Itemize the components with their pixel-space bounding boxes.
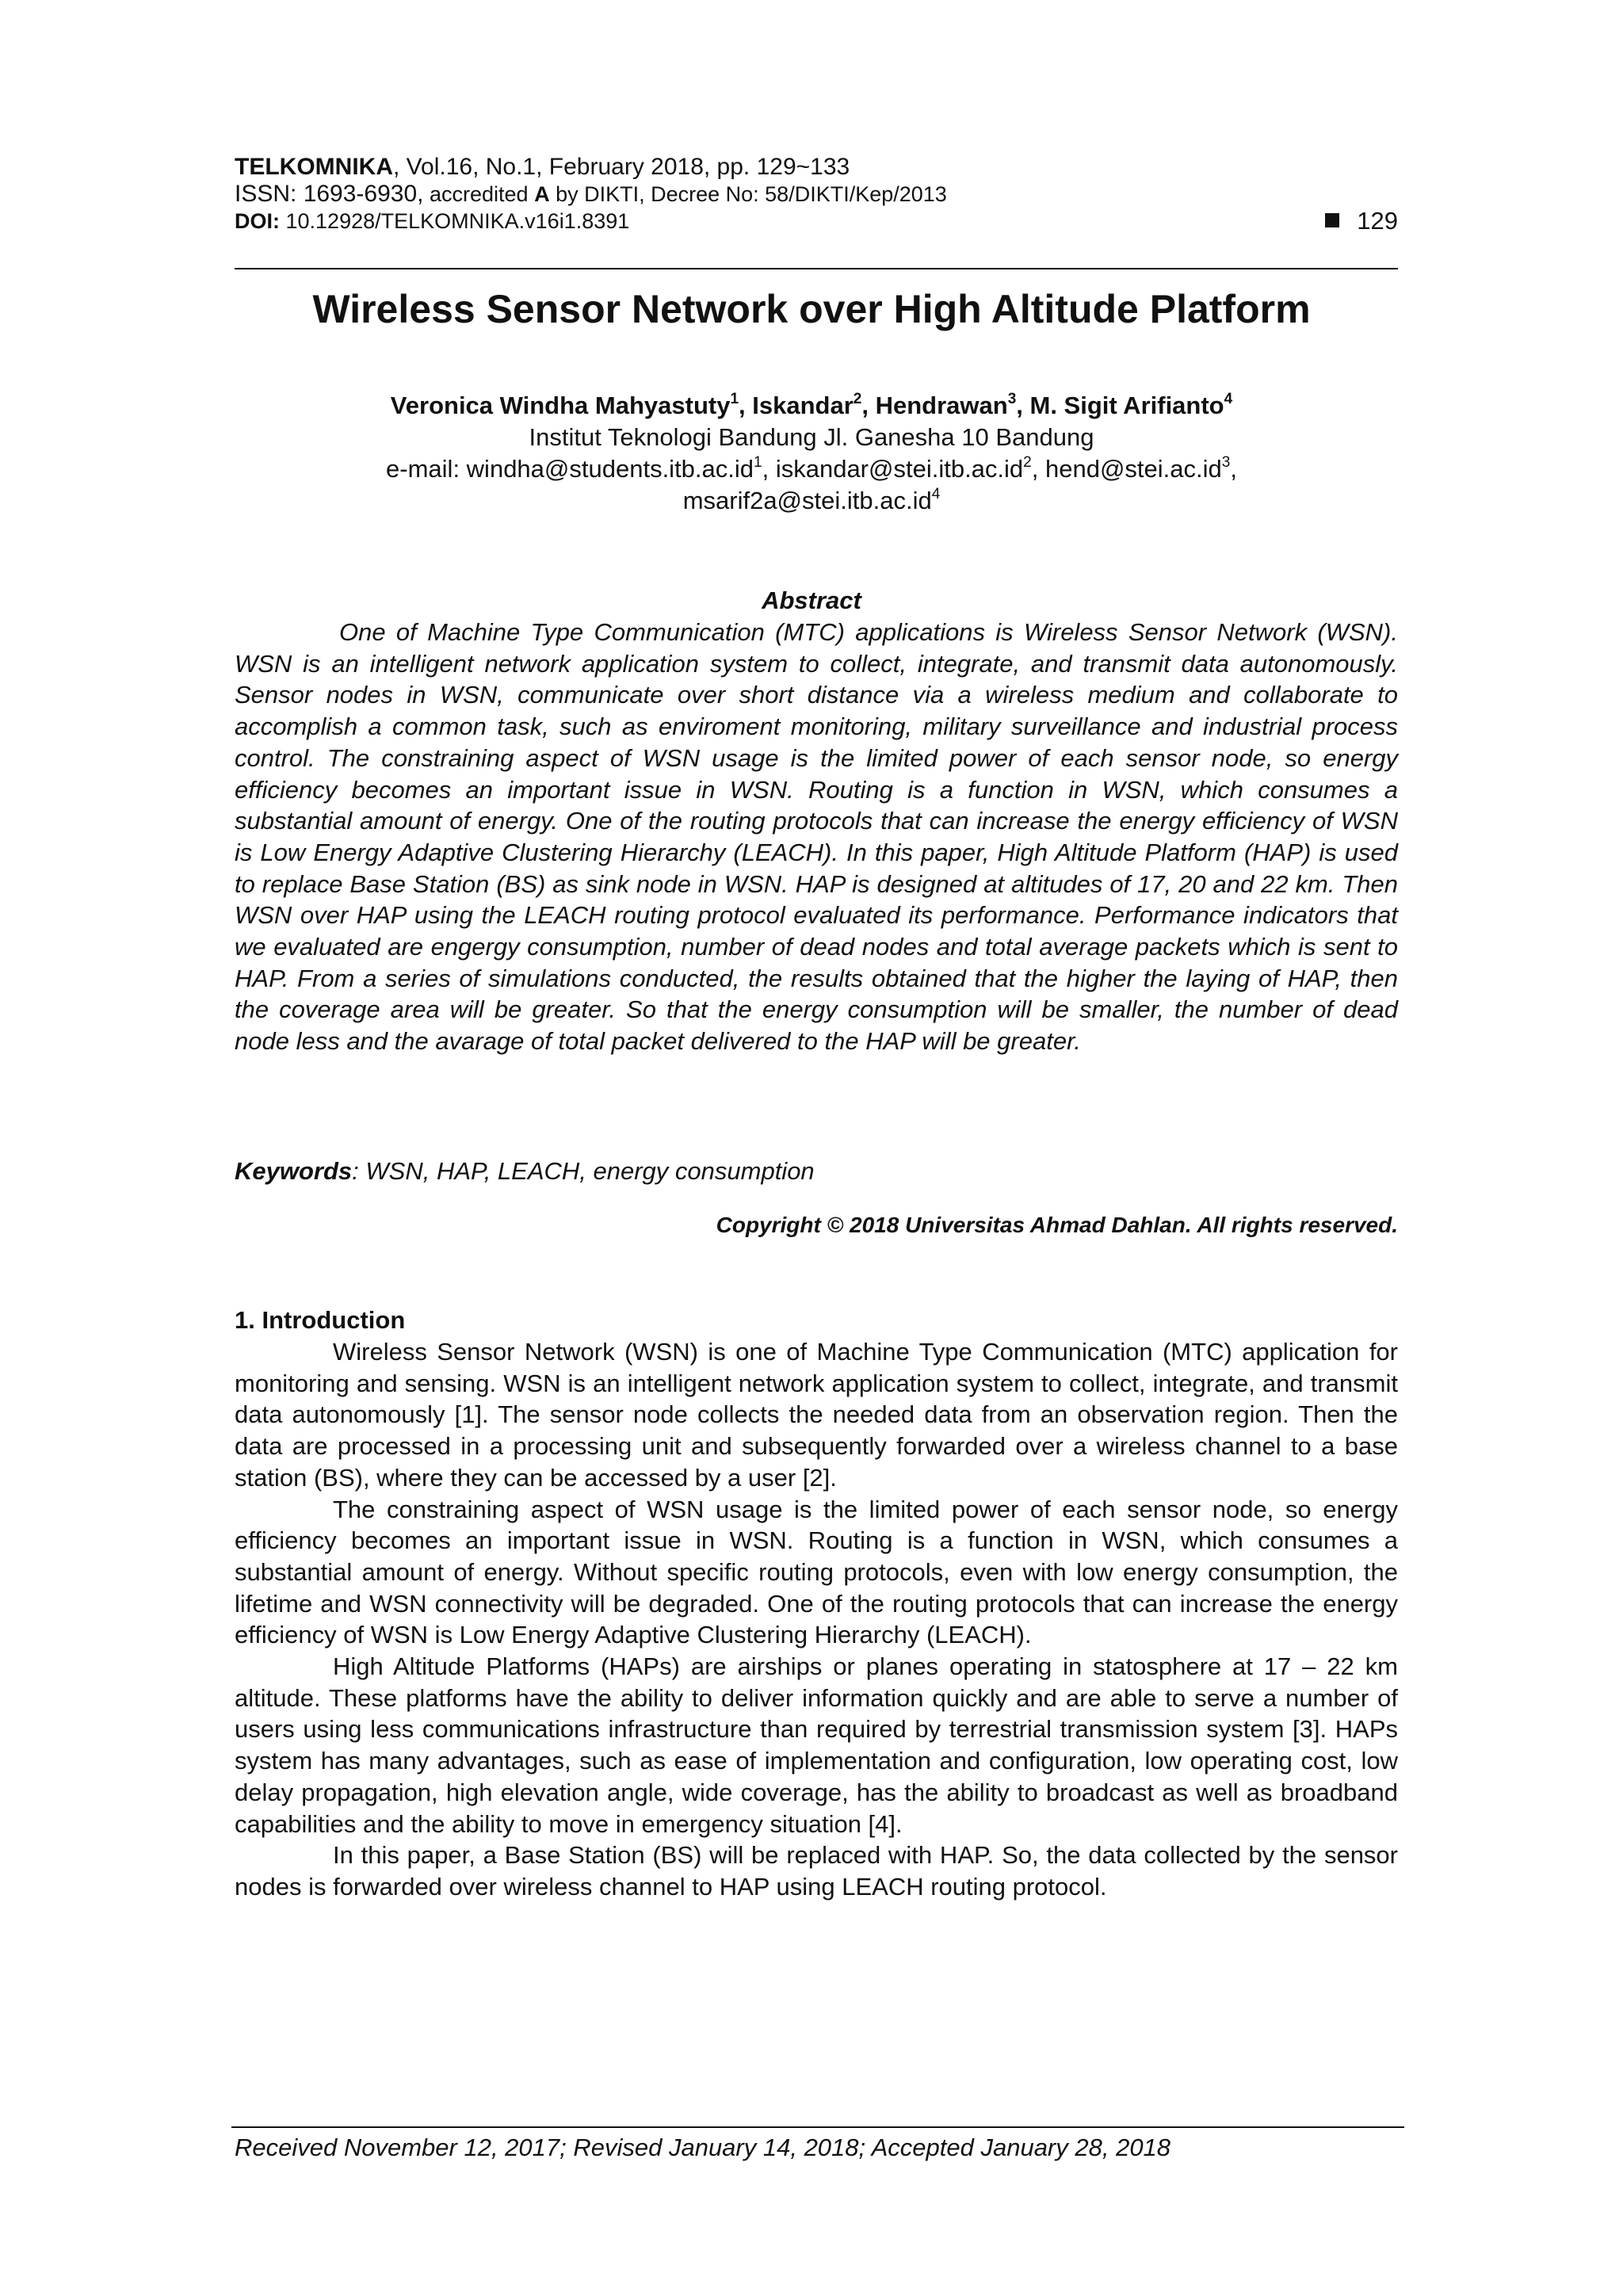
- doi-line: [235, 208, 1398, 235]
- accredited-pre: accredited: [423, 182, 535, 206]
- paper-title: Wireless Sensor Network over High Altitude Platform: [312, 287, 1311, 331]
- author-2: , Iskandar: [739, 392, 854, 419]
- author-3-sup: 3: [1007, 391, 1017, 407]
- square-bullet-icon: [1325, 213, 1339, 227]
- page-number-box: [1325, 208, 1398, 235]
- intro-paragraph: In this paper, a Base Station (BS) will be replaced with HAP. So, the data collected by the sensor nodes is forwarded over wireless channel to HAP using LEACH routing protocol.: [235, 1841, 1398, 1901]
- author-4: , M. Sigit Arifianto: [1016, 392, 1224, 419]
- intro-paragraph: High Altitude Platforms (HAPs) are airships or planes operating in statosphere at 17 – 22 km altitude. These platforms have the ability to deliver information quickly and are able to serve a number of users using less communications infrastructure than required by terrestrial transmission system [3]. HAPs system has many advantages, such as ease of implementation and configuration, low operating cost, low delay propagation, high elevation angle, wide coverage, has the ability to broadcast as well as broadband capabilities and the ability to move in emergency situation [4].: [235, 1652, 1398, 1838]
- email-3-sup: 3: [1221, 454, 1231, 471]
- email-1-sup: 1: [754, 454, 762, 471]
- volume-info: , Vol.16, No.1, February 2018, pp. 129~133: [392, 154, 850, 180]
- email-2: , iskandar@stei.itb.ac.id: [762, 455, 1024, 483]
- author-3: , Hendrawan: [861, 392, 1008, 419]
- affiliation: Institut Teknologi Bandung Jl. Ganesha 10 Bandung: [529, 423, 1094, 451]
- email-3: , hend@stei.ac.id: [1031, 455, 1222, 483]
- author-4-sup: 4: [1224, 391, 1233, 407]
- intro-paragraph: Wireless Sensor Network (WSN) is one of Machine Type Communication (MTC) application for monitoring and sensing. WSN is an intelligent network application system to collect, integrate, and transmit data autonomously [1]. The sensor node collects the needed data from an observation region. Then the data are processed in a processing unit and subsequently forwarded over a wireless channel to a base station (BS), where they can be accessed by a user [2].: [235, 1338, 1398, 1492]
- keywords-label: Keywords: [235, 1157, 353, 1185]
- doi-value: 10.12928/TELKOMNIKA.v16i1.8391: [280, 209, 630, 233]
- abstract-text: One of Machine Type Communication (MTC) applications is Wireless Sensor Network (WSN). WSN is an intelligent network application system to collect, integrate, and transmit data autonomously. Sensor nodes in WSN, communicate over short distance via a wireless medium and collaborate to accomplish a common task, such as enviroment monitoring, military surveillance and industrial process control. The constraining aspect of WSN usage is the limited power of each sensor node, so energy efficiency becomes an important issue in WSN. Routing is a function in WSN, which consumes a substantial amount of energy. One of the routing protocols that can increase the energy efficiency of WSN is Low Energy Adaptive Clustering Hierarchy (LEACH). In this paper, High Altitude Platform (HAP) is used to replace Base Station (BS) as sink node in WSN. HAP is designed at altitudes of 17, 20 and 22 km. Then WSN over HAP using the LEACH routing protocol evaluated its performance. Performance indicators that we evaluated are engergy consumption, number of dead nodes and total average packets which is sent to HAP. From a series of simulations conducted, the results obtained that the higher the laying of HAP, then the coverage area will be greater. So that the energy consumption will be smaller, the number of dead node less and the avarage of total packet delivered to the HAP will be greater.: [235, 618, 1398, 1056]
- footer-divider: [231, 2126, 1404, 2128]
- keywords: [235, 1156, 815, 1187]
- email-2-sup: 2: [1023, 454, 1032, 471]
- email-3-tail: ,: [1230, 455, 1237, 483]
- keywords-text: : WSN, HAP, LEACH, energy consumption: [352, 1157, 815, 1185]
- accredited-grade: A: [534, 182, 550, 206]
- journal-name: TELKOMNIKA: [235, 154, 393, 180]
- doi-label: DOI:: [235, 209, 280, 233]
- author-2-sup: 2: [853, 391, 862, 407]
- email-line-1: [0, 453, 1623, 485]
- email-1: e-mail: windha@students.itb.ac.id: [386, 455, 754, 483]
- author-list: [0, 390, 1623, 422]
- email-line-2: [0, 485, 1623, 517]
- issn: ISSN: 1693-6930,: [235, 181, 424, 207]
- author-1-sup: 1: [730, 391, 739, 407]
- authors-block: [0, 390, 1623, 517]
- issn-line: [235, 181, 1398, 208]
- intro-paragraph: The constraining aspect of WSN usage is the limited power of each sensor node, so energy efficiency becomes an important issue in WSN. Routing is a function in WSN, which consumes a substantial amount of energy. Without specific routing protocols, even with low energy consumption, the lifetime and WSN connectivity will be degraded. One of the routing protocols that can increase the energy efficiency of WSN is Low Energy Adaptive Clustering Hierarchy (LEACH).: [235, 1495, 1398, 1649]
- email-4: msarif2a@stei.itb.ac.id: [682, 487, 932, 514]
- abstract-heading: Abstract: [762, 586, 861, 614]
- email-4-sup: 4: [931, 486, 941, 502]
- introduction-body: [235, 1336, 1398, 1903]
- author-1: Veronica Windha Mahyastuty: [390, 392, 731, 419]
- header-divider: [235, 268, 1398, 269]
- page-number: 129: [1357, 207, 1398, 235]
- copyright-notice: Copyright © 2018 Universitas Ahmad Dahlan. All rights reserved.: [716, 1213, 1398, 1237]
- running-header: [235, 154, 1398, 235]
- received-dates: Received November 12, 2017; Revised January 14, 2018; Accepted January 28, 2018: [235, 2134, 1171, 2161]
- section-heading-introduction: 1. Introduction: [235, 1306, 406, 1334]
- accredited-post: by DIKTI, Decree No: 58/DIKTI/Kep/2013: [549, 182, 947, 206]
- journal-line: [235, 154, 1398, 181]
